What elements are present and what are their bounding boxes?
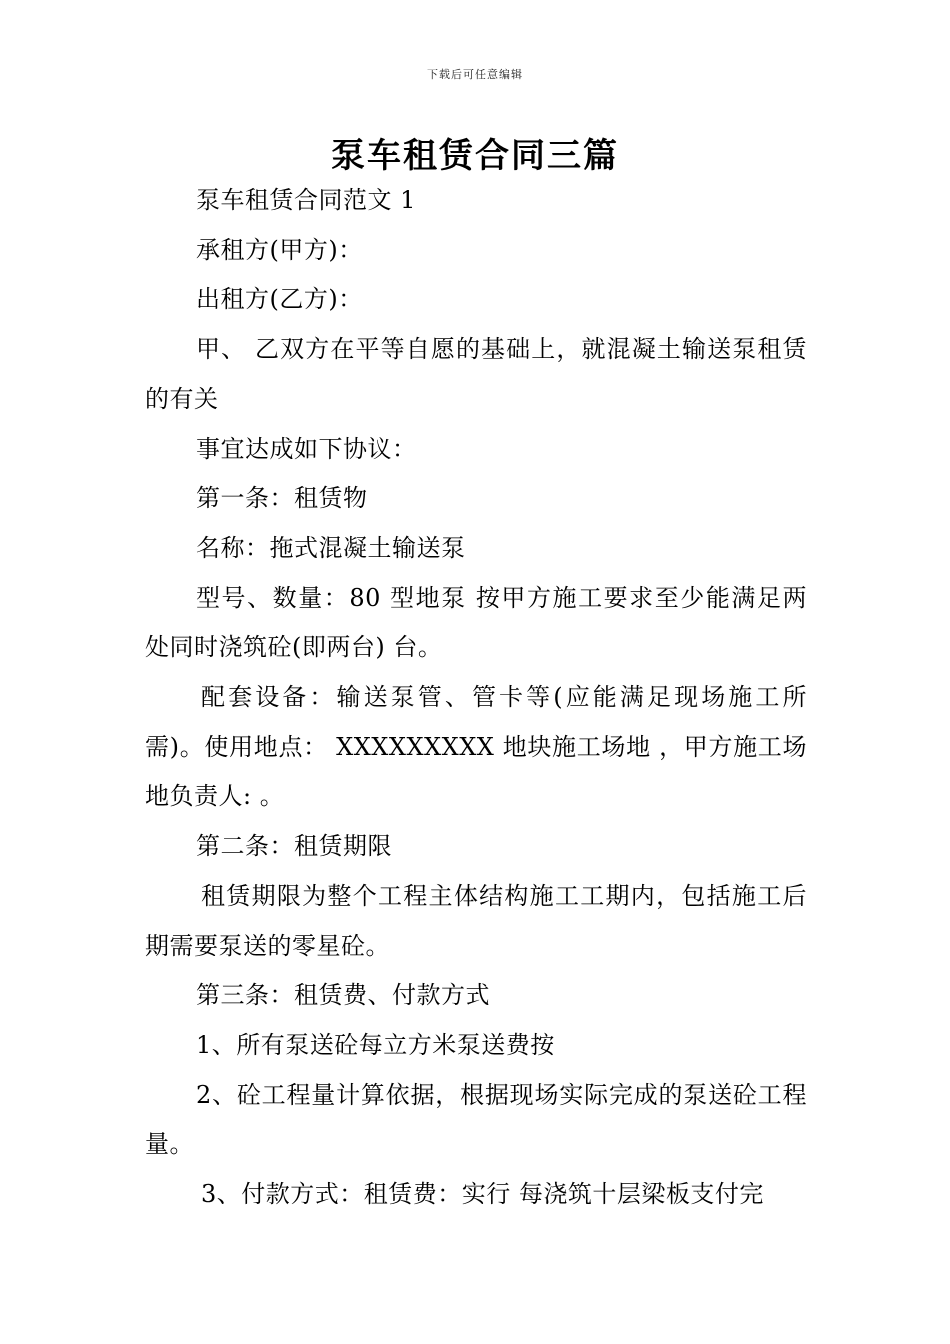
paragraph-fee-3: 3、付款方式：租赁费：实行 每浇筑十层梁板支付完 bbox=[201, 1180, 764, 1209]
paragraph-fee-2: 2、砼工程量计算依据，根据现场实际完成的泵送砼工程量。 bbox=[145, 1080, 807, 1159]
paragraph-article-3: 第三条：租赁费、付款方式 bbox=[196, 981, 490, 1010]
paragraph-article-2: 第二条：租赁期限 bbox=[196, 832, 392, 861]
document-body bbox=[145, 176, 807, 1220]
paragraph-model-quantity: 型号、数量：80 型地泵 按甲方施工要求至少能满足两处同时浇筑砼(即两台) 台。 bbox=[145, 583, 807, 662]
document-title: 泵车租赁合同三篇 bbox=[331, 136, 619, 176]
paragraph-article-1: 第一条：租赁物 bbox=[196, 484, 368, 513]
paragraph-lessee: 承租方(甲方)： bbox=[196, 235, 363, 264]
paragraph-name: 名称：拖式混凝土输送泵 bbox=[196, 533, 466, 562]
paragraph-intro: 甲、 乙双方在平等自愿的基础上，就混凝土输送泵租赁的有关 bbox=[145, 335, 807, 413]
paragraph-equipment: 配套设备：输送泵管、管卡等(应能满足现场施工所需)。使用地点： XXXXXXXXX 地块施工场地 ，甲方施工场地负责人: 。 bbox=[145, 683, 807, 811]
paragraph-agreement: 事宜达成如下协议： bbox=[196, 434, 417, 463]
header-note: 下载后可任意编辑 bbox=[427, 68, 523, 81]
paragraph-subtitle: 泵车租赁合同范文 1 bbox=[196, 186, 416, 214]
paragraph-term: 租赁期限为整个工程主体结构施工工期内，包括施工后期需要泵送的零星砼。 bbox=[145, 881, 807, 960]
paragraph-fee-1: 1、所有泵送砼每立方米泵送费按 bbox=[196, 1030, 555, 1059]
paragraph-lessor: 出租方(乙方)： bbox=[196, 285, 363, 314]
